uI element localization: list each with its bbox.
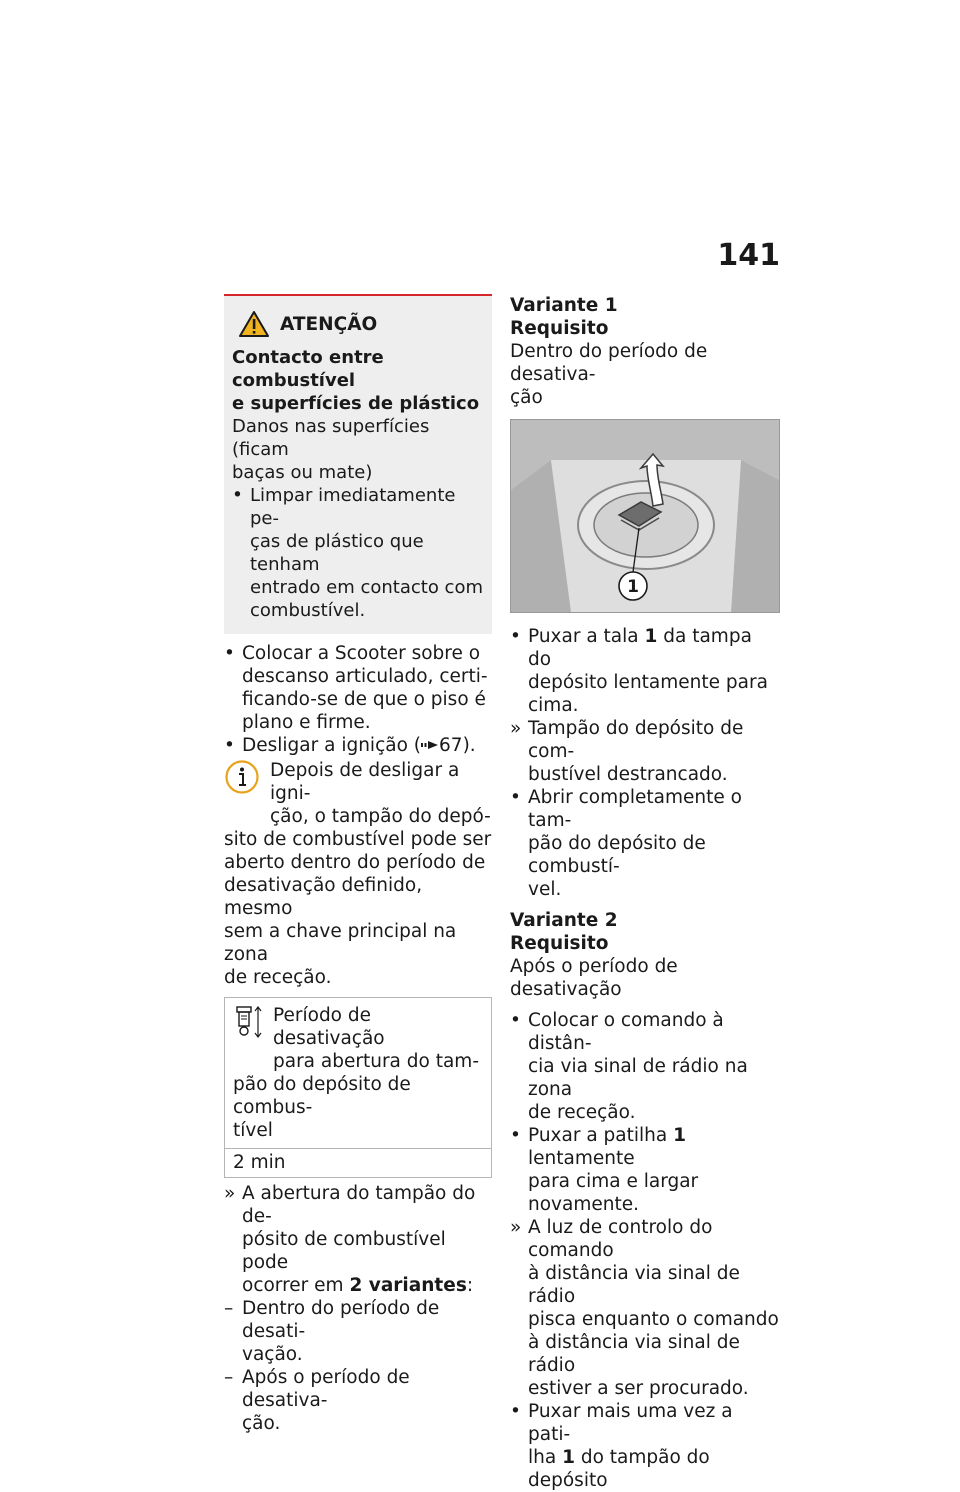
- warning-bullet-line: combustível.: [250, 600, 366, 621]
- warning-subtitle-line: Contacto entre combustível: [232, 347, 384, 391]
- spec-value: 2 min: [225, 1148, 491, 1177]
- step-text: ).: [462, 735, 476, 756]
- warning-bullet-line: entrado em contacto com: [250, 577, 483, 598]
- variants-count: 2 variantes: [349, 1275, 467, 1296]
- step-line: Abrir completamente o tam-: [528, 787, 742, 831]
- info-note-line: sito de combustível pode ser: [224, 829, 492, 850]
- warning-subtitle-line: e superfícies de plástico: [232, 393, 480, 414]
- step-line: [242, 734, 492, 757]
- photo-callout-label: 1: [627, 577, 639, 597]
- dash-item: [224, 1297, 492, 1366]
- step-line: plano e firme.: [242, 712, 371, 733]
- warning-title: ATENÇÃO: [280, 313, 378, 335]
- result-line: pisca enquanto o comando: [528, 1309, 779, 1330]
- variant2-title: Variante 2: [510, 910, 618, 931]
- step-item: [510, 786, 780, 901]
- step-line: [528, 1124, 780, 1170]
- step-line: descanso articulado, certi-: [242, 666, 488, 687]
- step-line: cima.: [528, 695, 579, 716]
- warning-bullet: [232, 484, 484, 622]
- variant1-requirement-line: Dentro do período de desativa-: [510, 341, 708, 385]
- info-note: [224, 759, 492, 989]
- spec-description: [225, 998, 491, 1148]
- result-text: ocorrer em: [242, 1275, 350, 1296]
- step-text: Puxar a tala: [528, 626, 645, 647]
- info-note-line: aberto dentro do período de: [224, 852, 486, 873]
- warning-text-line: baças ou mate): [232, 462, 373, 483]
- step-line: de receção.: [528, 1102, 636, 1123]
- step-text: Desligar a ignição (: [242, 735, 422, 756]
- spec-line: para abertura do tam-: [273, 1051, 480, 1072]
- result-marker: »: [510, 1217, 522, 1238]
- bullet-marker: •: [510, 1401, 521, 1422]
- page-number: 141: [717, 238, 780, 273]
- result-line: A abertura do tampão do de-: [242, 1183, 476, 1227]
- step-line: depósito lentamente para: [528, 672, 768, 693]
- result-line: A luz de controlo do comando: [528, 1217, 713, 1261]
- info-note-line: ção, o tampão do depó-: [270, 806, 491, 827]
- result-line: à distância via sinal de rádio: [528, 1332, 740, 1376]
- variant2-requirement-line: Após o período de desativação: [510, 956, 678, 1000]
- left-column: [224, 294, 492, 1435]
- step-line: para cima e largar novamente.: [528, 1171, 699, 1215]
- bullet-marker: •: [510, 1010, 521, 1031]
- result-text: :: [466, 1275, 474, 1296]
- warning-header: [238, 310, 484, 338]
- step-text: lentamente: [528, 1148, 635, 1169]
- fuel-cap-spec-icon: [235, 1004, 263, 1042]
- spec-line: pão do depósito de combus-: [233, 1074, 411, 1118]
- info-note-line: desativação definido, mesmo: [224, 875, 423, 919]
- warning-text-line: Danos nas superfícies (ficam: [232, 416, 430, 460]
- variant1-requirement-label: Requisito: [510, 318, 609, 339]
- result-line: Tampão do depósito de com-: [528, 718, 744, 762]
- spec-line: Período de desativação: [273, 1005, 385, 1049]
- result-item: [510, 717, 780, 786]
- variant2-requirement-label: Requisito: [510, 933, 609, 954]
- step-text: do tampão do depósito: [528, 1447, 710, 1491]
- step-item: [224, 642, 492, 734]
- info-note-line: sem a chave principal na zona: [224, 921, 457, 965]
- result-line: à distância via sinal de rádio: [528, 1263, 740, 1307]
- warning-box: [224, 294, 492, 634]
- bullet-marker: •: [510, 626, 521, 647]
- variant1-title: Variante 1: [510, 295, 618, 316]
- bullet-marker: •: [224, 735, 235, 756]
- dash-marker: –: [224, 1367, 234, 1388]
- page-ref-arrow-icon: [421, 739, 439, 751]
- step-item: [510, 1009, 780, 1124]
- result-item: [510, 1216, 780, 1400]
- step-line: [528, 1446, 780, 1492]
- fuel-cap-photo: [510, 419, 780, 613]
- dash-item: [224, 1366, 492, 1435]
- result-marker: »: [510, 718, 522, 739]
- warning-bullet-line: ças de plástico que tenham: [250, 531, 424, 575]
- step-line: Colocar a Scooter sobre o: [242, 643, 481, 664]
- dash-line: Após o período de desativa-: [242, 1367, 410, 1411]
- spec-line: tível: [233, 1120, 273, 1141]
- step-item: [510, 1400, 780, 1492]
- step-line: cia via sinal de rádio na zona: [528, 1056, 748, 1100]
- dash-line: Dentro do período de desati-: [242, 1298, 440, 1342]
- step-line: pão do depósito de combustí-: [528, 833, 706, 877]
- dash-marker: –: [224, 1298, 234, 1319]
- dash-line: vação.: [242, 1344, 303, 1365]
- bullet-marker: •: [232, 485, 243, 506]
- result-line: bustível destrancado.: [528, 764, 728, 785]
- step-line: vel.: [528, 879, 562, 900]
- result-line: estiver a ser procurado.: [528, 1378, 749, 1399]
- bullet-marker: •: [510, 1125, 521, 1146]
- step-text: lha: [528, 1447, 563, 1468]
- result-item: [224, 1182, 492, 1297]
- right-column: [510, 294, 780, 1492]
- dash-line: ção.: [242, 1413, 281, 1434]
- step-text: Puxar a patilha: [528, 1125, 674, 1146]
- step-line: [528, 625, 780, 671]
- callout-ref: 1: [673, 1125, 686, 1146]
- step-item: [510, 1124, 780, 1216]
- step-line: Puxar mais uma vez a pati-: [528, 1401, 733, 1445]
- result-line: pósito de combustível pode: [242, 1229, 446, 1273]
- info-note-line: de receção.: [224, 967, 332, 988]
- step-text: da tampa do: [528, 626, 752, 670]
- variant1-requirement-line: ção: [510, 387, 543, 408]
- result-line: [242, 1274, 492, 1297]
- step-line: Colocar o comando à distân-: [528, 1010, 724, 1054]
- step-line: ficando-se de que o piso é: [242, 689, 486, 710]
- info-icon: [224, 759, 260, 795]
- callout-ref: 1: [644, 626, 658, 647]
- page-ref-number[interactable]: 67: [439, 735, 463, 756]
- result-marker: »: [224, 1183, 236, 1204]
- info-note-line: Depois de desligar a igni-: [270, 760, 460, 804]
- callout-ref: 1: [562, 1447, 575, 1468]
- step-item: [510, 625, 780, 717]
- warning-bullet-line: Limpar imediatamente pe-: [250, 485, 456, 529]
- bullet-marker: •: [510, 787, 521, 808]
- warning-triangle-icon: [238, 310, 270, 338]
- step-item: [224, 734, 492, 757]
- bullet-marker: •: [224, 643, 235, 664]
- spec-box: [224, 997, 492, 1178]
